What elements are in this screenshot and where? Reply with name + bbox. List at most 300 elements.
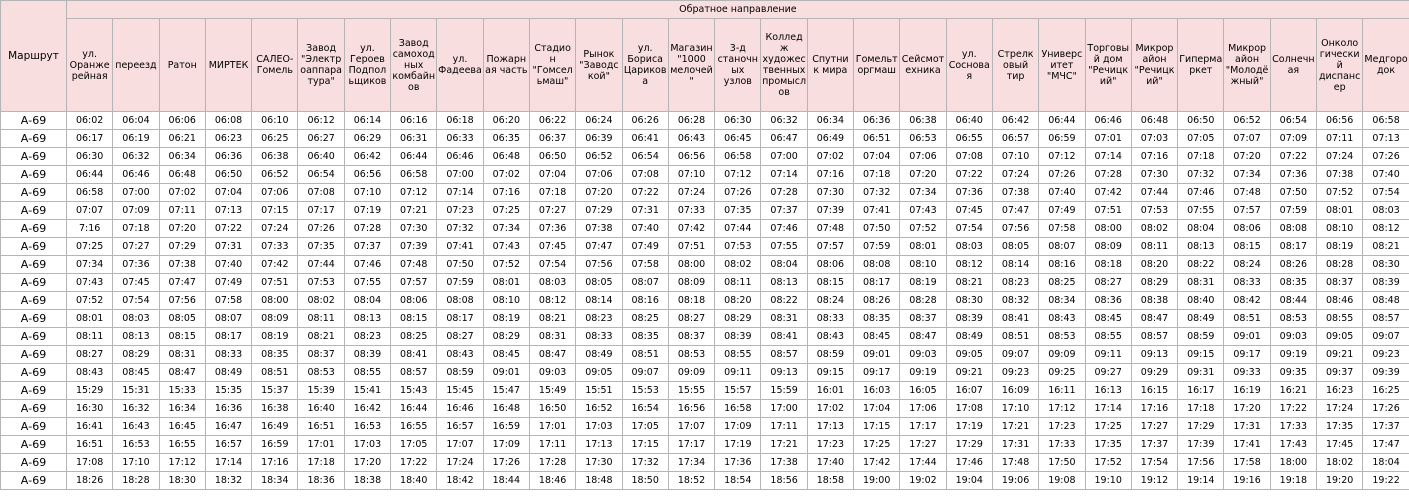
time-cell: 07:49 [1039,202,1085,220]
time-cell: 08:41 [391,346,437,364]
time-cell: 09:37 [1317,364,1363,382]
time-cell: 08:33 [205,346,251,364]
stop-header: САЛЕО- Гомель [252,19,298,112]
time-cell: 06:53 [900,130,946,148]
route-cell: А-69 [1,274,67,292]
time-cell: 07:35 [715,202,761,220]
time-cell: 06:36 [854,112,900,130]
time-cell: 06:56 [344,166,390,184]
time-cell: 17:01 [529,418,575,436]
time-cell: 16:45 [159,418,205,436]
time-cell: 15:33 [159,382,205,400]
time-cell: 07:40 [1363,166,1409,184]
time-cell: 08:22 [1178,256,1224,274]
stop-header: Спутни к мира [807,19,853,112]
time-cell: 08:49 [1178,310,1224,328]
time-cell: 09:39 [1363,364,1409,382]
time-cell: 07:52 [483,256,529,274]
time-cell: 08:53 [298,364,344,382]
time-cell: 15:55 [668,382,714,400]
time-cell: 07:26 [1039,166,1085,184]
time-cell: 07:24 [1317,148,1363,166]
stop-header: ул. Героев Подпол ьщиков [344,19,390,112]
time-cell: 19:16 [1224,472,1270,490]
time-cell: 08:10 [483,292,529,310]
time-cell: 09:03 [900,346,946,364]
time-cell: 07:00 [761,148,807,166]
time-cell: 16:50 [529,400,575,418]
time-cell: 08:23 [344,328,390,346]
stop-header: Пожарн ая часть [483,19,529,112]
time-cell: 06:48 [159,166,205,184]
time-cell: 17:08 [67,454,113,472]
stop-header: Стадио н "Гомсел ьмаш" [529,19,575,112]
route-cell: А-69 [1,112,67,130]
time-cell: 17:03 [344,436,390,454]
stop-header: МИРТЕК [205,19,251,112]
time-cell: 08:00 [252,292,298,310]
time-cell: 06:10 [252,112,298,130]
time-cell: 09:17 [1224,346,1270,364]
time-cell: 08:36 [1085,292,1131,310]
time-cell: 07:32 [437,220,483,238]
time-cell: 09:07 [1363,328,1409,346]
time-cell: 07:28 [761,184,807,202]
time-cell: 07:10 [668,166,714,184]
time-cell: 18:46 [529,472,575,490]
time-cell: 07:40 [1039,184,1085,202]
time-cell: 17:16 [1131,400,1177,418]
time-cell: 17:03 [576,418,622,436]
time-cell: 16:51 [67,436,113,454]
time-cell: 08:55 [1085,328,1131,346]
time-cell: 06:48 [1131,112,1177,130]
time-cell: 06:50 [529,148,575,166]
stop-header: Микрор айон "Молодё жный" [1224,19,1270,112]
time-cell: 17:38 [761,454,807,472]
route-cell: А-69 [1,364,67,382]
time-cell: 07:12 [715,166,761,184]
time-cell: 06:55 [946,130,992,148]
time-cell: 07:57 [391,274,437,292]
time-cell: 08:39 [715,328,761,346]
time-cell: 07:16 [807,166,853,184]
time-cell: 16:54 [622,400,668,418]
time-cell: 17:12 [1039,400,1085,418]
time-cell: 07:06 [252,184,298,202]
time-cell: 08:41 [992,310,1038,328]
time-cell: 06:27 [298,130,344,148]
time-cell: 09:31 [1178,364,1224,382]
time-cell: 08:10 [1317,220,1363,238]
time-cell: 09:11 [715,364,761,382]
time-cell: 08:14 [992,256,1038,274]
time-cell: 06:58 [391,166,437,184]
time-cell: 08:07 [205,310,251,328]
time-cell: 08:21 [298,328,344,346]
time-cell: 06:54 [1270,112,1316,130]
time-cell: 17:22 [391,454,437,472]
time-cell: 18:28 [113,472,159,490]
time-cell: 06:45 [715,130,761,148]
time-cell: 09:05 [576,364,622,382]
time-cell: 15:59 [761,382,807,400]
time-cell: 06:54 [622,148,668,166]
time-cell: 07:58 [1039,220,1085,238]
time-cell: 08:09 [252,310,298,328]
time-cell: 17:40 [807,454,853,472]
time-cell: 08:11 [1131,238,1177,256]
time-cell: 19:02 [900,472,946,490]
time-cell: 08:01 [1317,202,1363,220]
time-cell: 15:51 [576,382,622,400]
time-cell: 08:14 [576,292,622,310]
time-cell: 08:16 [1039,256,1085,274]
time-cell: 16:13 [1085,382,1131,400]
time-cell: 08:35 [854,310,900,328]
time-cell: 08:25 [391,328,437,346]
time-cell: 09:05 [1317,328,1363,346]
route-cell: А-69 [1,400,67,418]
time-cell: 07:36 [113,256,159,274]
time-cell: 08:01 [483,274,529,292]
time-cell: 08:34 [1039,292,1085,310]
time-cell: 08:43 [437,346,483,364]
time-cell: 09:09 [668,364,714,382]
time-cell: 08:29 [113,346,159,364]
time-cell: 08:23 [576,310,622,328]
time-cell: 08:13 [1178,238,1224,256]
time-cell: 18:32 [205,472,251,490]
time-cell: 08:29 [715,310,761,328]
route-cell: А-69 [1,436,67,454]
time-cell: 06:22 [529,112,575,130]
time-cell: 19:20 [1317,472,1363,490]
time-cell: 08:06 [1224,220,1270,238]
time-cell: 18:30 [159,472,205,490]
time-cell: 09:19 [1270,346,1316,364]
time-cell: 07:06 [900,148,946,166]
time-cell: 17:45 [1317,436,1363,454]
time-cell: 08:53 [1039,328,1085,346]
time-cell: 08:47 [900,328,946,346]
time-cell: 08:17 [437,310,483,328]
time-cell: 06:52 [576,148,622,166]
time-cell: 08:04 [1178,220,1224,238]
time-cell: 06:30 [715,112,761,130]
time-cell: 19:18 [1270,472,1316,490]
time-cell: 16:15 [1131,382,1177,400]
time-cell: 09:25 [1039,364,1085,382]
time-cell: 08:26 [854,292,900,310]
time-cell: 16:38 [252,400,298,418]
time-cell: 08:30 [1363,256,1409,274]
table-row [1,292,1409,310]
time-cell: 06:04 [113,112,159,130]
time-cell: 07:00 [437,166,483,184]
time-cell: 17:36 [715,454,761,472]
time-cell: 07:18 [529,184,575,202]
time-cell: 06:44 [67,166,113,184]
time-cell: 17:32 [622,454,668,472]
time-cell: 07:17 [298,202,344,220]
time-cell: 07:09 [113,202,159,220]
time-cell: 16:55 [391,418,437,436]
stop-header: Универс итет "МЧС" [1039,19,1085,112]
time-cell: 06:51 [854,130,900,148]
time-cell: 16:49 [252,418,298,436]
time-cell: 17:50 [1039,454,1085,472]
time-cell: 07:27 [529,202,575,220]
time-cell: 08:29 [1131,274,1177,292]
time-cell: 08:03 [113,310,159,328]
time-cell: 07:09 [1270,130,1316,148]
time-cell: 17:10 [992,400,1038,418]
time-cell: 08:02 [1131,220,1177,238]
time-cell: 17:39 [1178,436,1224,454]
time-cell: 07:20 [159,220,205,238]
time-cell: 08:17 [1270,238,1316,256]
time-cell: 06:54 [298,166,344,184]
time-cell: 06:26 [622,112,668,130]
time-cell: 07:42 [252,256,298,274]
time-cell: 08:35 [1270,274,1316,292]
time-cell: 06:38 [900,112,946,130]
time-cell: 08:47 [159,364,205,382]
time-cell: 19:00 [854,472,900,490]
time-cell: 06:52 [252,166,298,184]
time-cell: 08:05 [576,274,622,292]
time-cell: 07:34 [483,220,529,238]
time-cell: 07:21 [391,202,437,220]
time-cell: 06:30 [67,148,113,166]
time-cell: 08:37 [298,346,344,364]
time-cell: 08:05 [992,238,1038,256]
table-row [1,418,1409,436]
time-cell: 06:23 [205,130,251,148]
time-cell: 08:43 [1039,310,1085,328]
time-cell: 15:35 [205,382,251,400]
time-cell: 08:42 [1224,292,1270,310]
route-cell: А-69 [1,238,67,256]
time-cell: 09:19 [900,364,946,382]
time-cell: 18:44 [483,472,529,490]
time-cell: 17:54 [1131,454,1177,472]
time-cell: 08:55 [715,346,761,364]
time-cell: 07:45 [529,238,575,256]
time-cell: 08:16 [622,292,668,310]
route-cell: А-69 [1,382,67,400]
time-cell: 07:59 [854,238,900,256]
time-cell: 17:37 [1363,418,1409,436]
time-cell: 06:18 [437,112,483,130]
time-cell: 07:53 [715,238,761,256]
time-cell: 07:49 [205,274,251,292]
time-cell: 07:05 [1178,130,1224,148]
time-cell: 07:03 [1131,130,1177,148]
time-cell: 07:44 [715,220,761,238]
time-cell: 07:55 [761,238,807,256]
stop-header: Коллед ж художес твенных промысл ов [761,19,807,112]
time-cell: 07:34 [1224,166,1270,184]
time-cell: 07:56 [576,256,622,274]
time-cell: 06:57 [992,130,1038,148]
time-cell: 07:16 [483,184,529,202]
route-cell: А-69 [1,310,67,328]
time-cell: 16:41 [67,418,113,436]
time-cell: 06:46 [113,166,159,184]
time-cell: 08:32 [992,292,1038,310]
time-cell: 07:38 [159,256,205,274]
table-row [1,184,1409,202]
time-cell: 17:11 [761,418,807,436]
time-cell: 08:19 [900,274,946,292]
time-cell: 08:51 [252,364,298,382]
time-cell: 09:23 [1363,346,1409,364]
time-cell: 06:12 [298,112,344,130]
time-cell: 16:11 [1039,382,1085,400]
time-cell: 07:51 [668,238,714,256]
time-cell: 06:56 [1317,112,1363,130]
time-cell: 17:23 [1039,418,1085,436]
time-cell: 07:06 [576,166,622,184]
time-cell: 16:05 [900,382,946,400]
time-cell: 06:46 [437,148,483,166]
time-cell: 06:35 [483,130,529,148]
time-cell: 08:37 [900,310,946,328]
time-cell: 07:02 [159,184,205,202]
time-cell: 07:40 [205,256,251,274]
time-cell: 07:55 [1178,202,1224,220]
time-cell: 15:57 [715,382,761,400]
time-cell: 17:41 [1224,436,1270,454]
time-cell: 16:59 [483,418,529,436]
time-cell: 06:44 [1039,112,1085,130]
time-cell: 07:25 [483,202,529,220]
table-row [1,220,1409,238]
stop-header: Магазин "1000 мелочей " [668,19,714,112]
time-cell: 17:34 [668,454,714,472]
time-cell: 07:54 [529,256,575,274]
time-cell: 19:22 [1363,472,1409,490]
time-cell: 07:49 [622,238,668,256]
time-cell: 07:50 [1270,184,1316,202]
time-cell: 16:51 [298,418,344,436]
time-cell: 16:36 [205,400,251,418]
time-cell: 09:23 [992,364,1038,382]
time-cell: 19:10 [1085,472,1131,490]
time-cell: 08:18 [1085,256,1131,274]
time-cell: 07:50 [437,256,483,274]
time-cell: 15:47 [483,382,529,400]
time-cell: 07:47 [576,238,622,256]
route-cell: А-69 [1,454,67,472]
time-cell: 08:04 [761,256,807,274]
time-cell: 17:44 [900,454,946,472]
time-cell: 15:29 [67,382,113,400]
time-cell: 08:46 [1317,292,1363,310]
table-row [1,346,1409,364]
time-cell: 17:18 [1178,400,1224,418]
time-cell: 06:29 [344,130,390,148]
time-cell: 07:29 [576,202,622,220]
time-cell: 16:03 [854,382,900,400]
time-cell: 07:22 [205,220,251,238]
time-cell: 08:09 [668,274,714,292]
time-cell: 08:04 [344,292,390,310]
time-cell: 07:23 [437,202,483,220]
time-cell: 17:24 [1317,400,1363,418]
time-cell: 07:28 [344,220,390,238]
time-cell: 07:46 [1178,184,1224,202]
time-cell: 08:41 [761,328,807,346]
time-cell: 06:24 [576,112,622,130]
time-cell: 07:11 [1317,130,1363,148]
time-cell: 17:42 [854,454,900,472]
time-cell: 08:33 [807,310,853,328]
time-cell: 08:19 [1317,238,1363,256]
stop-header: Стрелк овый тир [992,19,1038,112]
time-cell: 17:23 [807,436,853,454]
time-cell: 06:52 [1224,112,1270,130]
time-cell: 08:10 [900,256,946,274]
time-cell: 17:37 [1131,436,1177,454]
time-cell: 07:11 [159,202,205,220]
time-cell: 08:53 [1270,310,1316,328]
time-cell: 07:43 [67,274,113,292]
time-cell: 16:55 [159,436,205,454]
time-cell: 08:06 [807,256,853,274]
time-cell: 08:59 [1178,328,1224,346]
time-cell: 07:19 [344,202,390,220]
time-cell: 06:50 [205,166,251,184]
time-cell: 17:28 [529,454,575,472]
time-cell: 07:12 [1039,148,1085,166]
time-cell: 18:34 [252,472,298,490]
time-cell: 07:43 [483,238,529,256]
time-cell: 16:52 [576,400,622,418]
time-cell: 17:47 [1363,436,1409,454]
time-cell: 07:08 [946,148,992,166]
stop-header: Солнечн ая [1270,19,1316,112]
time-cell: 09:03 [529,364,575,382]
time-cell: 17:18 [298,454,344,472]
time-cell: 08:45 [854,328,900,346]
time-cell: 07:36 [1270,166,1316,184]
time-cell: 08:47 [529,346,575,364]
time-cell: 16:46 [437,400,483,418]
table-row [1,274,1409,292]
time-cell: 08:35 [252,346,298,364]
time-cell: 08:21 [946,274,992,292]
stop-header: Рынок "Заводс кой" [576,19,622,112]
time-cell: 06:36 [205,148,251,166]
time-cell: 07:53 [1131,202,1177,220]
time-cell: 08:27 [437,328,483,346]
time-cell: 18:26 [67,472,113,490]
time-cell: 06:02 [67,112,113,130]
time-cell: 07:37 [761,202,807,220]
time-cell: 16:19 [1224,382,1270,400]
time-cell: 08:51 [992,328,1038,346]
time-cell: 06:16 [391,112,437,130]
time-cell: 16:48 [483,400,529,418]
time-cell: 06:19 [113,130,159,148]
time-cell: 07:24 [992,166,1038,184]
time-cell: 08:18 [668,292,714,310]
time-cell: 17:15 [622,436,668,454]
time-cell: 06:21 [159,130,205,148]
